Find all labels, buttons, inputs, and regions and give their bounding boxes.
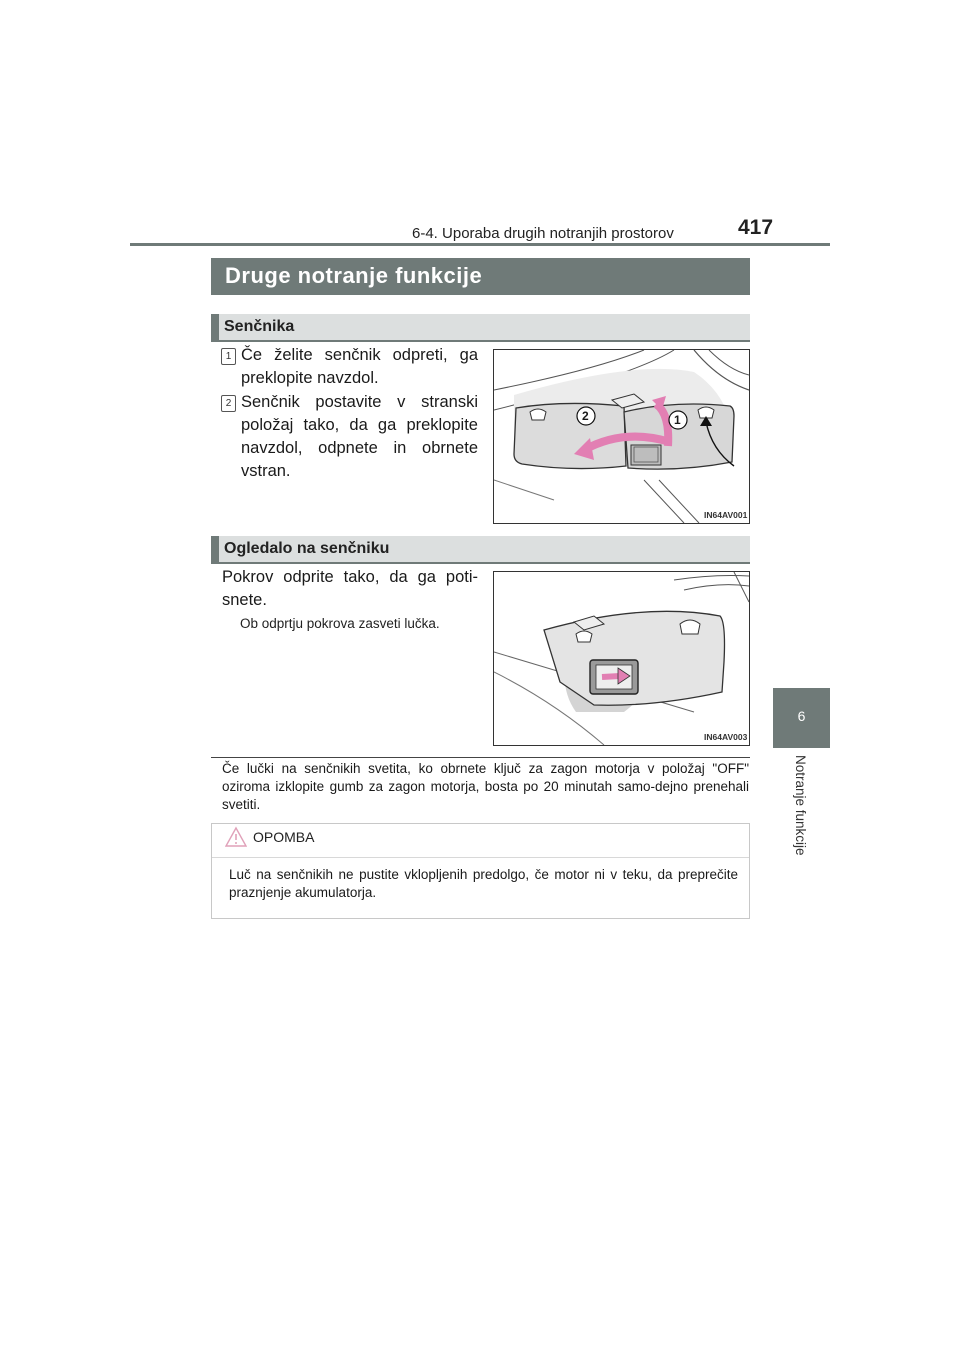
section-heading-sun-visors: Senčnika [224, 318, 295, 335]
page-title: Druge notranje funkcije [225, 263, 483, 288]
footnote-rule [211, 757, 750, 758]
figure-code: IN64AV001 [704, 510, 748, 520]
section-heading-marker [211, 314, 219, 342]
step-text-1: Če želite senčnik odpreti, ga preklopite navzdol. [241, 346, 478, 387]
page-number: 417 [738, 216, 774, 239]
mirror-instruction: Pokrov odprite tako, da ga poti-snete. [222, 568, 478, 609]
callout-1-label: 1 [674, 413, 681, 427]
caution-title: OPOMBA [253, 829, 315, 845]
step-number-1: 1 [221, 348, 236, 365]
vanity-mirror-illustration [494, 572, 749, 745]
chapter-tab-number: 6 [797, 708, 806, 724]
mirror-note: Ob odprtju pokrova zasveti lučka. [240, 616, 440, 631]
figure-code: IN64AV003 [704, 732, 748, 742]
caution-text: Luč na senčnikih ne pustite vklopljenih predolgo, če motor ni v teku, da preprečite praznjenje akumulatorja. [229, 867, 738, 900]
chapter-tab-label: Notranje funkcije [793, 755, 808, 856]
callout-2-label: 2 [582, 409, 589, 423]
step-text-2: Senčnik postavite v stranski položaj tako, da ga preklopite navzdol, odpnete in obrnete vstran. [241, 393, 478, 480]
caution-header-divider [212, 857, 749, 858]
running-header-section: 6-4. Uporaba drugih notranjih prostorov [412, 225, 674, 242]
figure-vanity-mirror [493, 571, 750, 746]
sun-visor-illustration [494, 350, 749, 523]
section-heading-marker [211, 536, 219, 564]
footnote-text: Če lučki na senčnikih svetita, ko obrnete ključ za zagon motorja v položaj "OFF" oziroma izklopite gumb za zagon motorja, bosta po 20 minutah samo-dejno prenehali svetiti. [222, 761, 749, 812]
step-number-2: 2 [221, 395, 236, 412]
figure-sun-visor [493, 349, 750, 524]
warning-icon [225, 826, 247, 848]
section-heading-vanity-mirror: Ogledalo na senčniku [224, 540, 390, 557]
header-rule [130, 243, 830, 246]
